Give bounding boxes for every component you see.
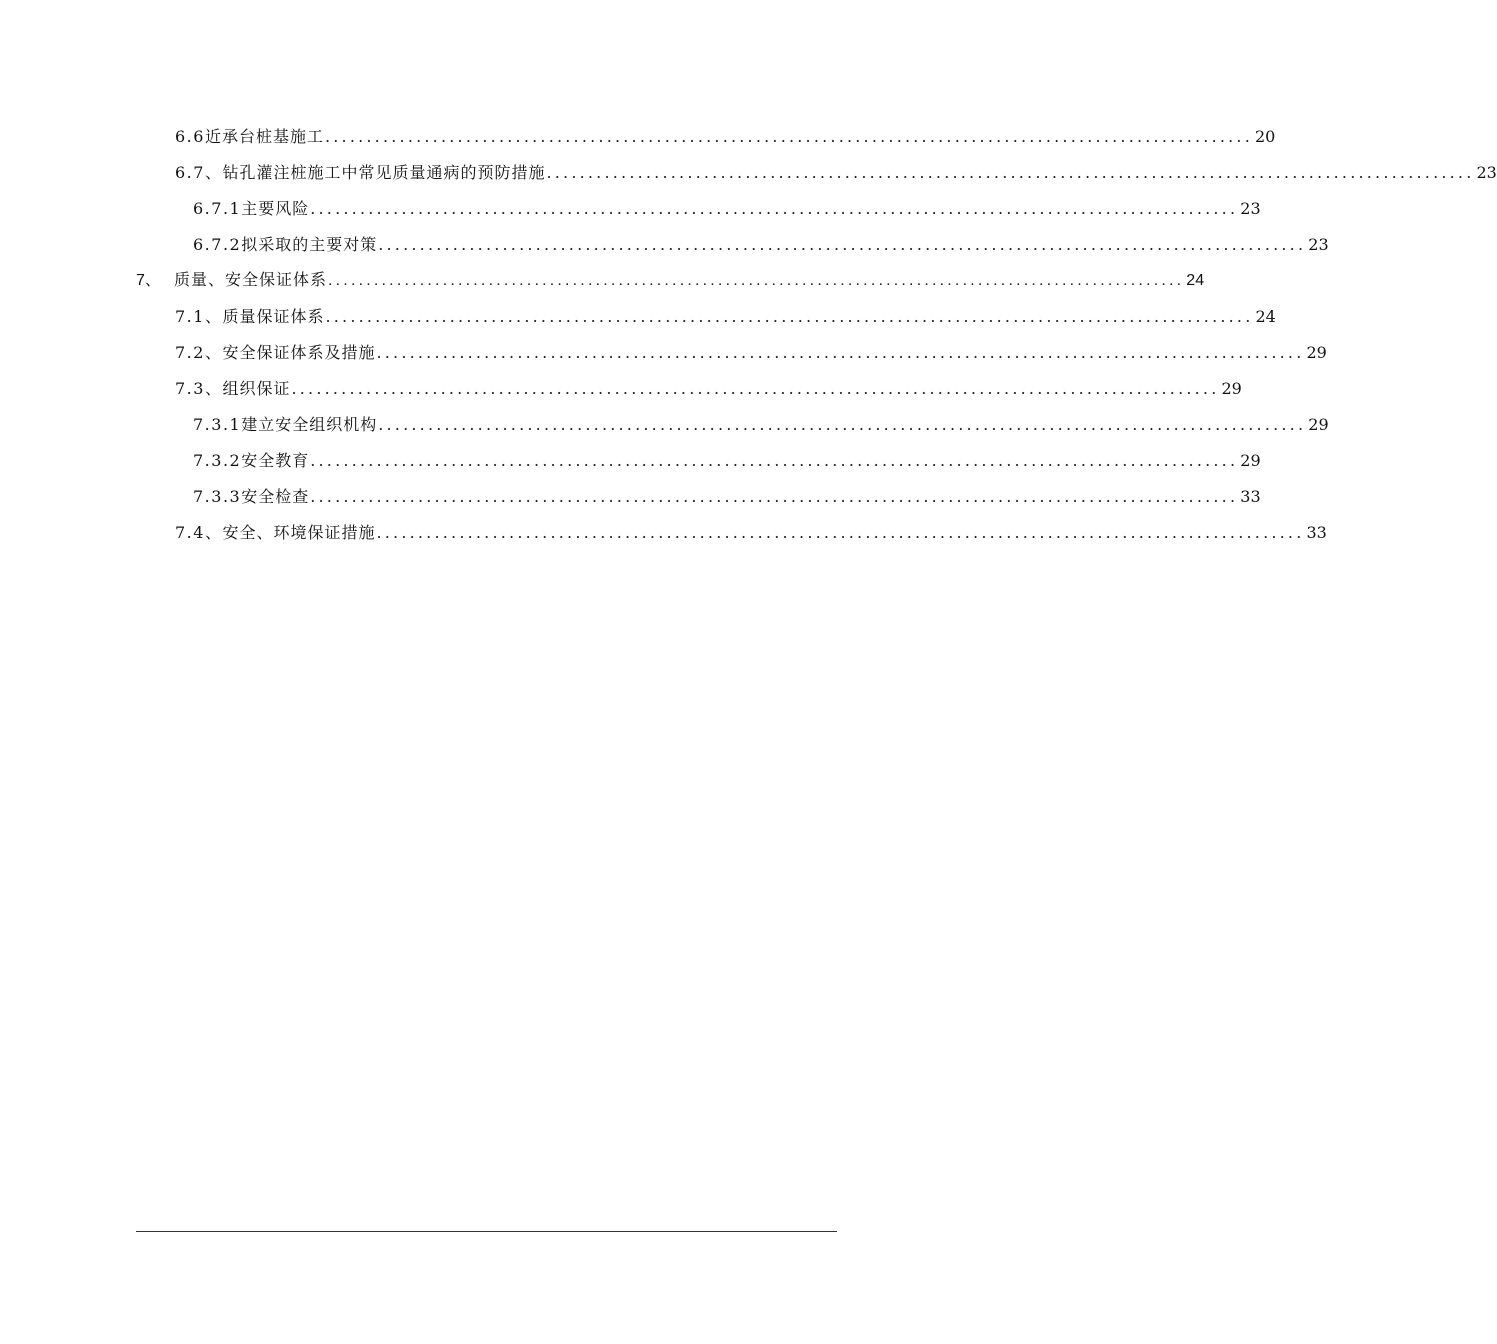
toc-entry-number: 7.3.2 bbox=[193, 451, 242, 470]
toc-entry-page: 29 bbox=[1308, 415, 1329, 434]
toc-entry[interactable] bbox=[136, 270, 1205, 292]
toc-entry-title: 安全保证体系及措施 bbox=[222, 343, 376, 362]
toc-entry-number: 7.2、 bbox=[175, 343, 223, 362]
dot-leader: ................................................................................................................ bbox=[376, 343, 1305, 362]
toc-entry-page: 24 bbox=[1255, 307, 1276, 326]
toc-entry-title: 安全检查 bbox=[241, 487, 310, 506]
toc-entry-page: 33 bbox=[1306, 523, 1327, 542]
toc-entry[interactable] bbox=[175, 162, 1497, 184]
toc-entry[interactable] bbox=[175, 378, 1242, 400]
toc-entry-title: 建立安全组织机构 bbox=[241, 415, 378, 434]
toc-entry-title: 安全、环境保证措施 bbox=[222, 523, 376, 542]
toc-entry-title: 组织保证 bbox=[222, 379, 291, 398]
toc-entry-number: 7.4、 bbox=[175, 523, 223, 542]
toc-entry-page: 29 bbox=[1306, 343, 1327, 362]
toc-entry-title: 安全教育 bbox=[241, 451, 310, 470]
toc-entry-page: 23 bbox=[1308, 235, 1329, 254]
toc-entry[interactable] bbox=[193, 414, 1329, 436]
toc-entry-title: 拟采取的主要对策 bbox=[241, 235, 378, 254]
toc-entry-page: 33 bbox=[1240, 487, 1261, 506]
dot-leader: ................................................................................................................ bbox=[325, 307, 1254, 326]
toc-entry-title: 近承台桩基施工 bbox=[204, 127, 324, 146]
dot-leader: ................................................................................................................ bbox=[378, 415, 1307, 434]
toc-entry-page: 23 bbox=[1476, 163, 1497, 182]
toc-entry-number: 6.7、 bbox=[175, 163, 223, 182]
toc-entry[interactable] bbox=[193, 450, 1261, 472]
toc-entry-number: 7.3、 bbox=[175, 379, 223, 398]
toc-entry-number: 6.6 bbox=[175, 127, 205, 146]
dot-leader: ................................................................................................................ bbox=[378, 235, 1307, 254]
toc-entry[interactable] bbox=[175, 522, 1327, 544]
dot-leader: ................................................................................................................ bbox=[376, 523, 1305, 542]
toc-entry[interactable] bbox=[175, 342, 1327, 364]
toc-entry[interactable] bbox=[175, 126, 1276, 148]
dot-leader: ................................................................................................................ bbox=[310, 487, 1239, 506]
toc-entry-title: 质量保证体系 bbox=[222, 307, 325, 326]
toc-entry-number: 7.3.3 bbox=[193, 487, 242, 506]
toc-entry-page: 29 bbox=[1240, 451, 1261, 470]
toc-entry-page: 29 bbox=[1221, 379, 1242, 398]
toc-entry-number: 7.1、 bbox=[175, 307, 223, 326]
toc-entry-number: 6.7.2 bbox=[193, 235, 242, 254]
toc-entry[interactable] bbox=[193, 234, 1329, 256]
toc-entry-title: 质量、安全保证体系 bbox=[174, 272, 328, 289]
dot-leader: ................................................................................................................ bbox=[546, 163, 1475, 182]
footer-rule bbox=[136, 1231, 837, 1232]
dot-leader: ................................................................................................................ bbox=[324, 127, 1253, 146]
toc-entry-page: 23 bbox=[1240, 199, 1261, 218]
toc-entry[interactable] bbox=[193, 198, 1261, 220]
toc-entry-page: 20 bbox=[1255, 127, 1276, 146]
toc-entry[interactable] bbox=[175, 306, 1276, 328]
toc-entry[interactable] bbox=[193, 486, 1261, 508]
dot-leader: ................................................................................................................ bbox=[291, 379, 1220, 398]
toc-entry-number: 6.7.1 bbox=[193, 199, 242, 218]
toc-entry-number: 7、 bbox=[136, 272, 161, 289]
dot-leader: ................................................................................................................ bbox=[310, 199, 1239, 218]
dot-leader: ................................................................................................................ bbox=[310, 451, 1239, 470]
toc-entry-page: 24 bbox=[1186, 272, 1205, 289]
toc-entry-title: 钻孔灌注桩施工中常见质量通病的预防措施 bbox=[222, 163, 546, 182]
dot-leader: ................................................................................................................ bbox=[328, 272, 1185, 289]
toc-entry-title: 主要风险 bbox=[241, 199, 310, 218]
toc-entry-number: 7.3.1 bbox=[193, 415, 242, 434]
